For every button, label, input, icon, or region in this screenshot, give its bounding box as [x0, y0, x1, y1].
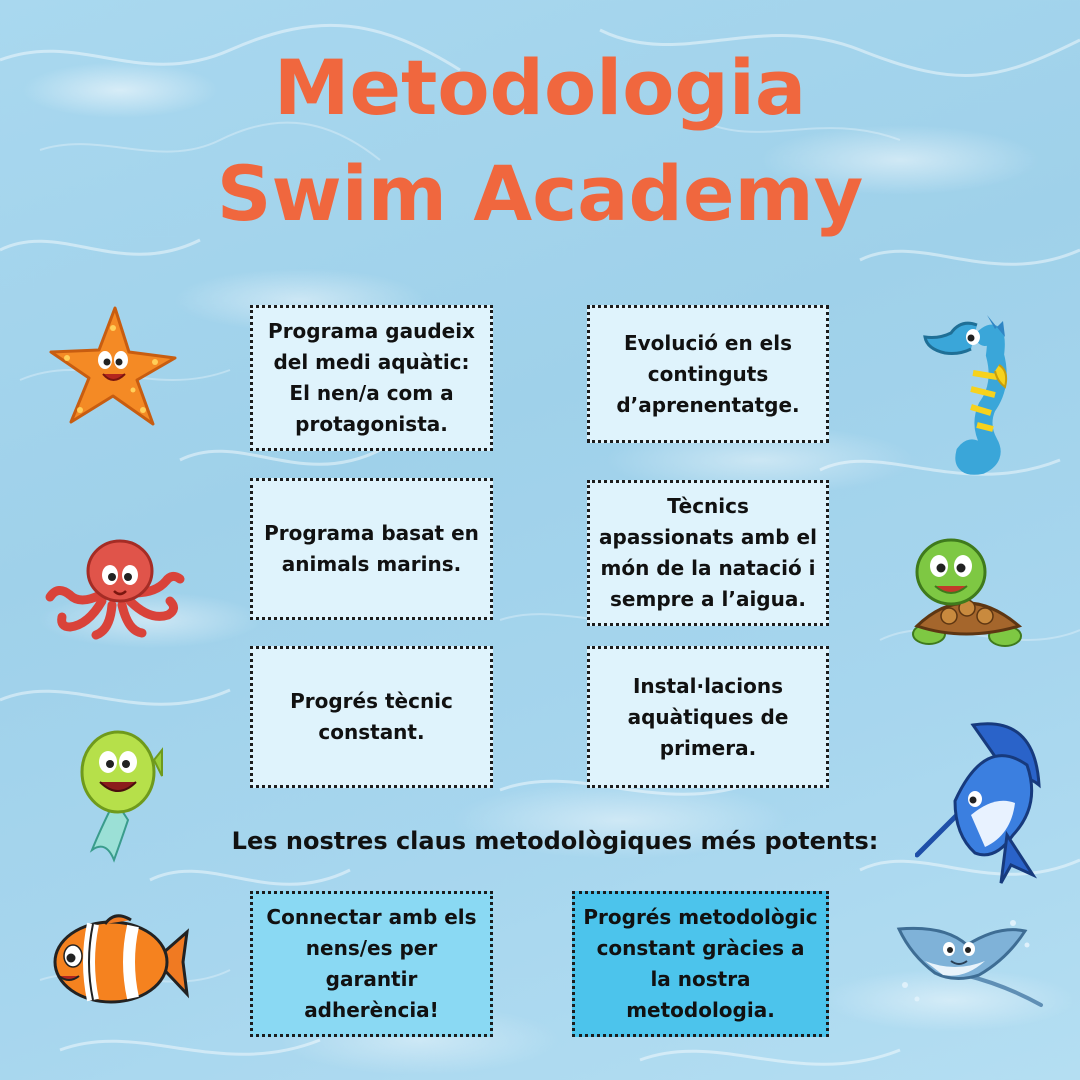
card-content-evolution: Evolució en els continguts d’aprenentatge. — [587, 305, 829, 443]
card-passionate-staff: Tècnics apassionats amb el món de la natació i sempre a l’aigua. — [587, 480, 829, 626]
key-card-connect: Connectar amb els nens/es per garantir adherència! — [250, 891, 493, 1037]
card-facilities: Instal·lacions aquàtiques de primera. — [587, 646, 829, 788]
clownfish-icon — [45, 910, 190, 1015]
stingray-icon — [895, 915, 1045, 1015]
key-card-progress: Progrés metodològic constant gràcies a la nostra metodologia. — [572, 891, 829, 1037]
page-title-line1: Metodologia — [273, 43, 807, 132]
tadpole-fish-icon — [70, 720, 165, 865]
seahorse-icon — [915, 315, 1010, 480]
swordfish-icon — [915, 715, 1045, 885]
octopus-icon — [40, 535, 185, 640]
card-marine-animals: Programa basat en animals marins. — [250, 478, 493, 620]
card-technical-progress: Progrés tècnic constant. — [250, 646, 493, 788]
starfish-icon — [45, 300, 180, 435]
page-title-line2: Swim Academy — [216, 149, 864, 238]
card-program-enjoy: Programa gaudeix del medi aquàtic: El nen/a com a protagonista. — [250, 305, 493, 451]
turtle-icon — [905, 530, 1025, 655]
key-methods-subtitle: Les nostres claus metodològiques més potents: — [231, 827, 879, 855]
